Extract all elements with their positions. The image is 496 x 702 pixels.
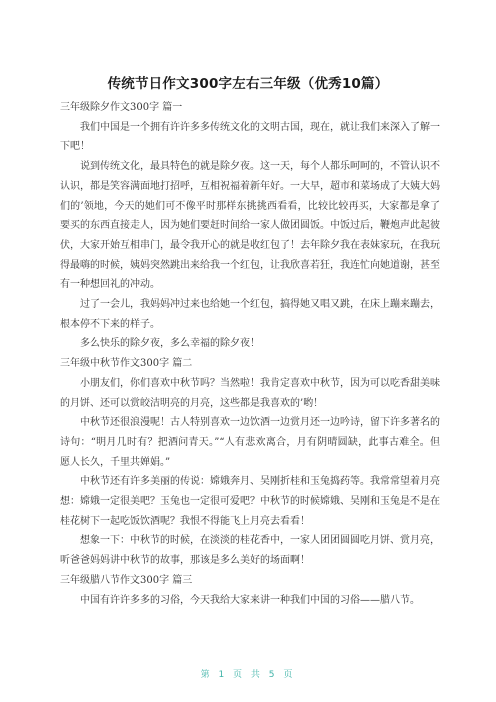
paragraph: 中国有许许多多的习俗，今天我给大家来讲一种我们中国的习俗——腊八节。	[80, 594, 420, 606]
paragraph: 想象一下：中秋节的时候，在淡淡的桂花香中，一家人团团圆圆吃月饼、赏月亮，听爸爸妈妈讲中秋节的故事，那该是多么美好的场面啊！	[60, 535, 440, 567]
section-heading: 三年级腊八节作文300字 篇三	[60, 574, 193, 586]
section-heading: 三年级除夕作文300字 篇一	[60, 102, 183, 113]
paragraph: 多么快乐的除夕夜，多么幸福的除夕夜！	[80, 338, 260, 350]
section-heading: 三年级中秋节作文300字 篇二	[60, 358, 193, 370]
paragraph: 中秋节还很浪漫呢！古人特别喜欢一边饮酒一边赏月还一边吟诗，留下许多著名的诗句：“明月几时有？把酒问青天。”“人有悲欢离合，月有阴晴圆缺，此事古难全。但愿人长久，千里共婵娟。”	[60, 417, 440, 468]
paragraph: 过了一会儿，我妈妈冲过来也给她一个红包，搞得她又唱又跳，在床上蹦来蹦去，根本停不下来的样子。	[60, 299, 440, 330]
paragraph: 中秋节还有许多美丽的传说：嫦娥奔月、吴刚折桂和玉兔捣药等。我常常望着月亮想：嫦娥一定很美吧？玉兔也一定很可爱吧？中秋节的时候嫦娥、吴刚和玉兔是不是在桂花树下一起吃饭饮酒呢？我恨不得能飞上月亮去看看！	[60, 476, 440, 527]
paragraph: 小朋友们，你们喜欢中秋节吗？当然啦！我肯定喜欢中秋节，因为可以吃香甜美味的月饼、还可以赏皎洁明亮的月亮，这些都是我喜欢的’哟！	[60, 377, 440, 409]
page-number-footer: 第 1 页 共 5 页	[200, 670, 296, 680]
paragraph: 我们中国是一个拥有许许多多传统文化的文明古国，现在，就让我们来深入了解一下吧！	[60, 121, 440, 153]
paragraph: 说到传统文化，最具特色的就是除夕夜。这一天，每个人都乐呵呵的，不管认识不认识，都是笑容满面地打招呼，互相祝福着新年好。一大早，超市和菜场成了大姨大妈们的’领地，今天的她们可不像平时那样东挑挑西看看，比较比较再买，大家都是拿了要买的东西直接走人，因为她们要赶时间给一家人做团圆饭。中饭过后，鞭炮声此起彼伏，大家开始互相串门，最令我开心的就是收红包了！去年除夕我在表妹家玩，在我玩得最嗨的时候，姨妈突然跳出来给我一个红包，让我欣喜若狂，我连忙向她道谢，甚至有一种想回礼的冲动。	[60, 161, 440, 291]
document-body	[60, 98, 440, 610]
document-title: 传统节日作文300字左右三年级（优秀10篇）	[107, 76, 389, 92]
